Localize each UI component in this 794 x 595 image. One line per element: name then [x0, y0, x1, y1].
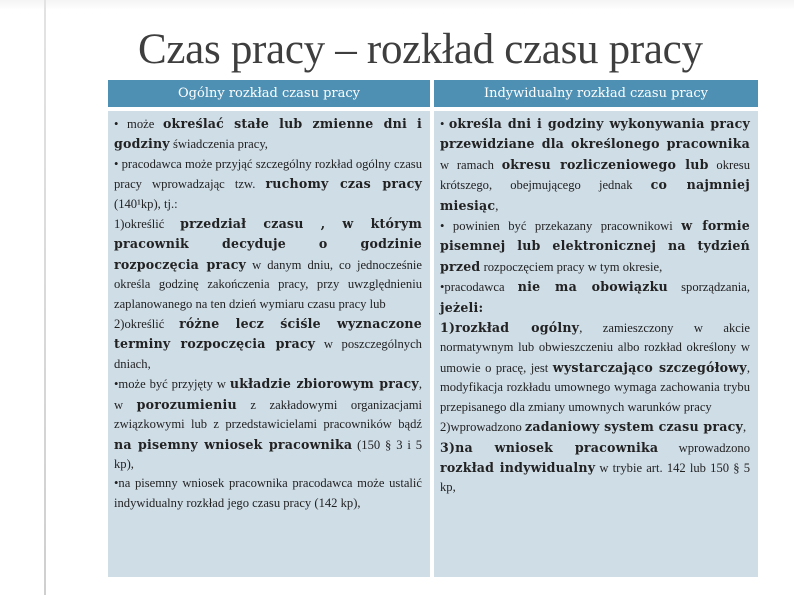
header-individual-schedule: Indywidualny rozkład czasu pracy [434, 80, 758, 107]
text-run: , [495, 198, 499, 213]
paragraph [114, 474, 422, 513]
general-schedule-cell [108, 111, 430, 577]
text-run: w danym dniu, co jednocześnie określa godzinę zakończenia pracy, przy uwzględnieniu zaplanowanego na ten dzień wymiaru czasu pracy lub [114, 257, 422, 311]
paragraph [114, 374, 422, 474]
individual-schedule-cell [434, 111, 758, 577]
bold-text-run: na pisemny wniosek pracownika [114, 436, 353, 452]
left-decoration-line [44, 0, 46, 595]
text-run: 1)określić [114, 217, 181, 232]
paragraph [440, 417, 750, 437]
bold-text-run: rozkład indywidualny [440, 459, 596, 475]
text-run: • [440, 117, 449, 131]
bold-text-run: jeżeli: [440, 299, 484, 315]
text-run: sporządzania, [667, 280, 750, 295]
paragraph [114, 155, 422, 214]
bold-text-run: 3)na wniosek pracownika [440, 439, 659, 455]
text-run: w poszczególnych dniach, [114, 337, 422, 371]
paragraph [114, 314, 422, 374]
bold-text-run: określać stałe lub zmienne dni i godziny [114, 116, 422, 152]
bold-text-run: okresu rozliczeniowego lub [501, 156, 709, 172]
bold-text-run: przedział czasu , w którym pracownik decyduje o godzinie rozpoczęcia pracy [114, 216, 423, 272]
text-run: • powinien być przekazany pracownikowi [440, 219, 682, 234]
text-run: , zamieszczony w akcie normatywnym lub obwieszczeniu albo rozkład określony w umowie o pracę, jest [440, 321, 750, 375]
text-run: okresu krótszego, obejmującego jednak [440, 157, 750, 193]
paragraph [440, 114, 750, 216]
bold-text-run: zadaniowy system czasu pracy [524, 419, 743, 435]
slide-title: Czas pracy – rozkład czasu pracy [138, 26, 703, 73]
text-run: , [742, 420, 747, 435]
top-decoration [0, 0, 794, 10]
text-run: •może być przyjęty w [114, 377, 230, 392]
text-run: •na pisemny wniosek pracownika pracodawca może ustalić indywidualny rozkład jego czasu pracy (142 kp), [114, 476, 422, 510]
bold-text-run: 1)rozkład ogólny [440, 320, 580, 336]
bold-text-run: układzie zbiorowym pracy [229, 376, 419, 392]
bold-text-run: ruchomy czas pracy [265, 176, 423, 192]
bold-text-run: różne lecz ściśle wyznaczone terminy rozpoczęcia pracy [114, 316, 422, 352]
text-run: rozpoczęciem pracy w tym okresie, [480, 259, 663, 274]
bold-text-run: w formie pisemnej lub elektronicznej na tydzień przed [440, 218, 750, 274]
text-run: (150 § 3 i 5 kp), [114, 437, 423, 471]
text-run: w trybie art. 142 lub 150 § 5 kp, [440, 460, 750, 495]
paragraph [440, 216, 750, 277]
text-run: , w [114, 377, 422, 412]
text-run: • może [114, 117, 163, 131]
bold-text-run: określa dni i godziny wykonywania pracy przewidziane dla określonego pracownika [440, 116, 750, 152]
paragraph [440, 277, 750, 318]
paragraph [114, 214, 422, 314]
text-run: , modyfikacja rozkładu umownego wymaga zachowania trybu przepisanego dla zmiany umownych warunków pracy [440, 360, 750, 414]
text-run: z zakładowymi organizacjami związkowymi lub z przedstawicielami pracowników bądź [114, 397, 423, 432]
paragraph [114, 114, 422, 155]
bold-text-run: co najmniej miesiąc [440, 177, 750, 213]
text-run: • pracodawca może przyjąć szczególny rozkład ogólny czasu pracy wprowadzając tzw. [114, 156, 422, 192]
bold-text-run: porozumieniu [136, 396, 237, 412]
bold-text-run: nie ma obowiązku [517, 279, 668, 295]
paragraph [440, 438, 750, 498]
text-run: (140¹kp), tj.: [114, 196, 178, 211]
text-run: świadczenia pracy, [169, 137, 268, 152]
comparison-table [108, 80, 758, 577]
text-run: •pracodawca [440, 280, 518, 295]
text-run: w ramach [440, 157, 502, 172]
text-run: wprowadzono [658, 440, 750, 455]
text-run: 2)określić [114, 317, 180, 332]
text-run: 2)wprowadzono [440, 420, 525, 435]
header-general-schedule: Ogólny rozkład czasu pracy [108, 80, 430, 107]
paragraph [440, 318, 750, 417]
bold-text-run: wystarczająco szczegółowy [552, 359, 747, 375]
